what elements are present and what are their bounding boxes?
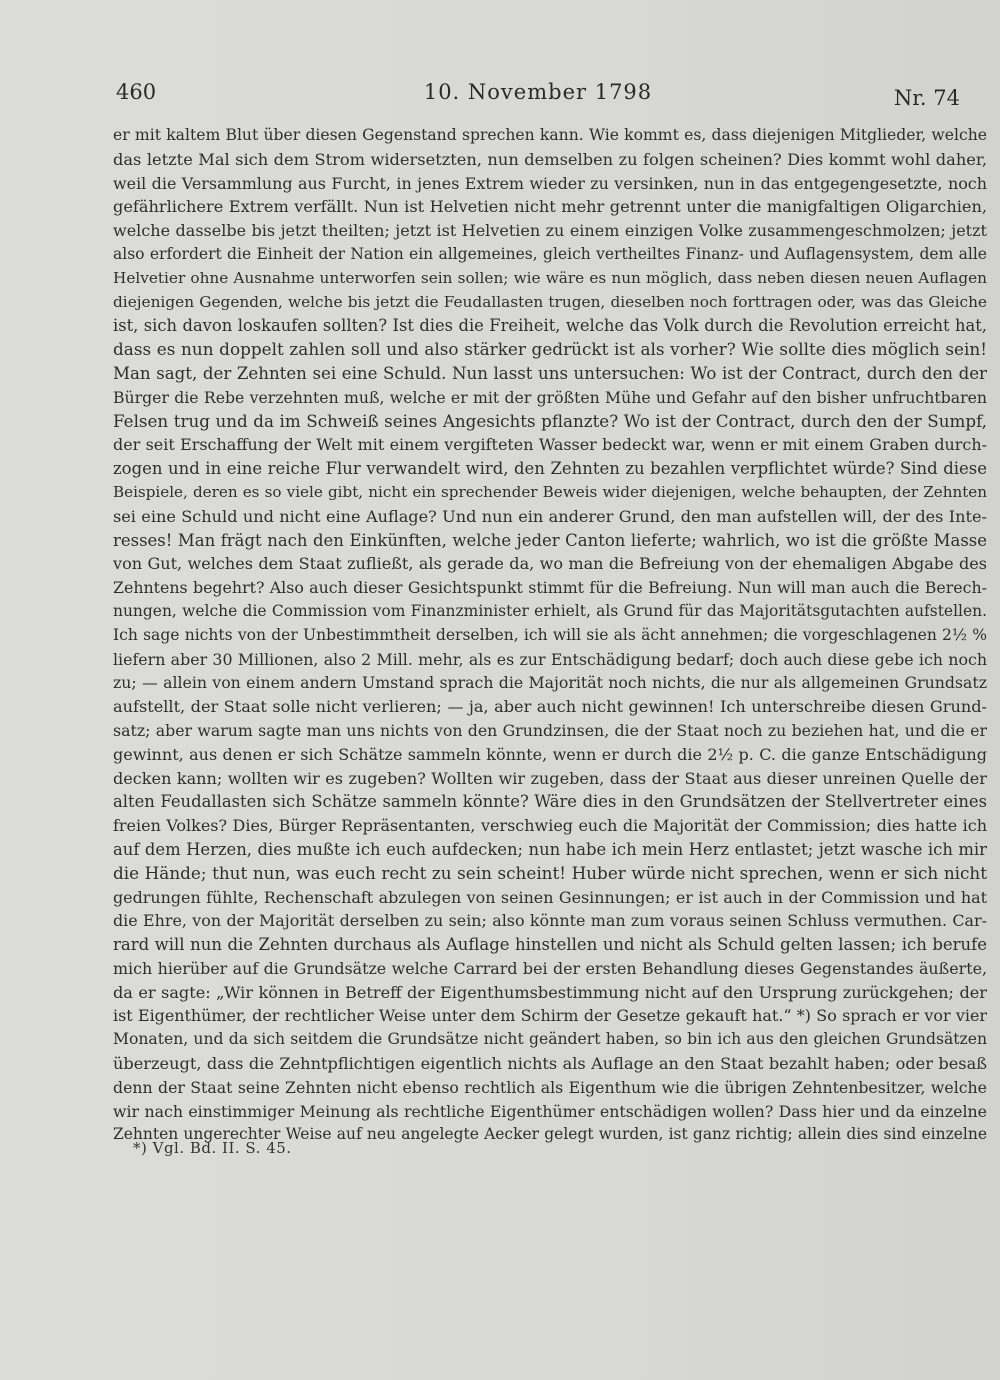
text-line: auf dem Herzen, dies mußte ich euch aufdecken; nun habe ich mein Herz entlastet; jetzt wasche ich mir	[113, 839, 987, 859]
text-line: Bürger die Rebe verzehnten muß, welche er mit der größten Mühe und Gefahr auf den bisher unfruchtbaren	[113, 387, 987, 407]
text-line: Monaten, und da sich seitdem die Grundsätze nicht geändert haben, so bin ich aus den gleichen Grundsätzen	[113, 1030, 987, 1049]
text-line: die Ehre, von der Majorität derselben zu sein; also könnte man zum voraus seinen Schluss vermuthen. Car-	[113, 911, 987, 931]
text-line: sei eine Schuld und nicht eine Auflage? Und nun ein anderer Grund, den man aufstellen will, der des Inte-	[113, 506, 987, 526]
text-line: ist, sich davon loskaufen sollten? Ist dies die Freiheit, welche das Volk durch die Revolution erreicht hat,	[113, 316, 987, 336]
text-line: wir nach einstimmiger Meinung als rechtliche Eigenthümer entschädigen wollen? Dass hier und da einzelne	[113, 1101, 987, 1121]
text-line: der seit Erschaffung der Welt mit einem vergifteten Wasser bedeckt war, wenn er mit einem Graben durch-	[113, 435, 987, 455]
text-line: Zehntens begehrt? Also auch dieser Gesichtspunkt stimmt für die Befreiung. Nun will man auch die Berech-	[113, 578, 987, 598]
text-line: von Gut, welches dem Staat zufließt, als gerade da, wo man die Befreiung von der ehemaligen Abgabe des	[113, 554, 987, 574]
text-line: nungen, welche die Commission vom Finanzminister erhielt, als Grund für das Majoritätsgutachten aufstellen.	[113, 601, 987, 620]
text-line: Ich sage nichts von der Unbestimmtheit derselben, ich will sie als ächt annehmen; die vorgeschlagenen 2½ %	[113, 625, 987, 644]
text-line: Man sagt, der Zehnten sei eine Schuld. Nun lasst uns untersuchen: Wo ist der Contract, durch den der	[113, 363, 987, 383]
text-line: liefern aber 30 Millionen, also 2 Mill. mehr, als es zur Entschädigung bedarf; doch auch diese gebe ich noch	[113, 649, 987, 669]
text-line: mich hierüber auf die Grundsätze welche Carrard bei der ersten Behandlung dieses Gegenstandes äußerte,	[113, 958, 987, 978]
text-line: Helvetier ohne Ausnahme unterworfen sein sollen; wie wäre es nun möglich, dass neben diesen neuen Auflagen	[113, 268, 987, 287]
text-line: rard will nun die Zehnten durchaus als Auflage hinstellen und nicht als Schuld gelten lassen; ich berufe	[113, 935, 987, 955]
body-text	[113, 124, 987, 1147]
text-line: Beispiele, deren es so viele gibt, nicht ein sprechender Beweis wider diejenigen, welche behaupten, der Zehnten	[113, 482, 987, 501]
text-line: weil die Versammlung aus Furcht, in jenes Extrem wieder zu versinken, nun in das entgegengesetzte, noch	[113, 173, 987, 193]
text-line: decken kann; wollten wir es zugeben? Wollten wir zugeben, dass der Staat aus dieser unreinen Quelle der	[113, 768, 987, 788]
text-line: gewinnt, aus denen er sich Schätze sammeln könnte, wenn er durch die 2½ p. C. die ganze Entschädigung	[113, 744, 987, 764]
text-line: dass es nun doppelt zahlen soll und also stärker gedrückt ist als vorher? Wie sollte dies möglich sein!	[113, 339, 987, 360]
page-number: 460	[116, 80, 157, 104]
text-line: da er sagte: „Wir können in Betreff der Eigenthumsbestimmung nicht auf den Ursprung zurückgehen; der	[113, 982, 987, 1002]
text-line: diejenigen Gegenden, welche bis jetzt die Feudallasten trugen, dieselben noch forttragen oder, was das Gleiche	[113, 292, 987, 311]
text-line: das letzte Mal sich dem Strom widersetzten, nun demselben zu folgen scheinen? Dies kommt wohl daher,	[113, 149, 987, 169]
text-line: zu; — allein von einem andern Umstand sprach die Majorität noch nichts, die nur als allgemeinen Grundsatz	[113, 673, 987, 693]
text-line: freien Volkes? Dies, Bürger Repräsentanten, verschwieg euch die Majorität der Commission; dies hatte ich	[113, 816, 987, 836]
text-line: ist Eigenthümer, der rechtlicher Weise unter dem Schirm der Gesetze gekauft hat.“ *) So sprach er vor vier	[113, 1006, 987, 1026]
text-line: satz; aber warum sagte man uns nichts von den Grundzinsen, die der Staat noch zu beziehen hat, und die er	[113, 720, 987, 740]
text-line: überzeugt, dass die Zehntpflichtigen eigentlich nichts als Auflage an den Staat bezahlt haben; oder besaß	[113, 1054, 987, 1074]
text-line: denn der Staat seine Zehnten nicht ebenso rechtlich als Eigenthum wie die übrigen Zehntenbesitzer, welche	[113, 1077, 987, 1097]
text-line: also erfordert die Einheit der Nation ein allgemeines, gleich vertheiltes Finanz- und Auflagensystem, dem alle	[113, 244, 987, 263]
text-line: gedrungen fühlte, Rechenschaft abzulegen von seinen Gesinnungen; er ist auch in der Commission und hat	[113, 887, 987, 907]
text-line: Felsen trug und da im Schweiß seines Angesichts pflanzte? Wo ist der Contract, durch den der Sumpf,	[113, 410, 987, 431]
text-line: aufstellt, der Staat solle nicht verlieren; — ja, aber auch nicht gewinnen! Ich unterschreibe diesen Grund-	[113, 697, 987, 717]
text-line: die Hände; thut nun, was euch recht zu sein scheint! Huber würde nicht sprechen, wenn er sich nicht	[113, 862, 987, 883]
text-line: welche dasselbe bis jetzt theilten; jetzt ist Helvetien zu einem einzigen Volke zusammengeschmolzen; jetzt	[113, 221, 987, 241]
text-line: Zehnten ungerechter Weise auf neu angelegte Aecker gelegt wurden, ist ganz richtig; allein dies sind einzelne	[113, 1125, 987, 1144]
header-date: 10. November 1798	[423, 80, 653, 104]
header-issue-number: Nr. 74	[893, 86, 960, 110]
footnote: *) Vgl. Bd. II. S. 45.	[133, 1139, 292, 1157]
text-line: er mit kaltem Blut über diesen Gegenstand sprechen kann. Wie kommt es, dass diejenigen Mitglieder, welche	[113, 126, 987, 144]
text-line: alten Feudallasten sich Schätze sammeln könnte? Wäre dies in den Grundsätzen der Stellvertreter eines	[113, 792, 987, 812]
text-line: resses! Man frägt nach den Einkünften, welche jeder Canton lieferte; wahrlich, wo ist die größte Masse	[113, 530, 987, 550]
text-line: gefährlichere Extrem verfällt. Nun ist Helvetien nicht mehr getrennt unter die manigfaltigen Oligarchien,	[113, 197, 987, 217]
text-line: zogen und in eine reiche Flur verwandelt wird, den Zehnten zu bezahlen verpflichtet würde? Sind diese	[113, 459, 987, 479]
page-header	[116, 80, 960, 116]
